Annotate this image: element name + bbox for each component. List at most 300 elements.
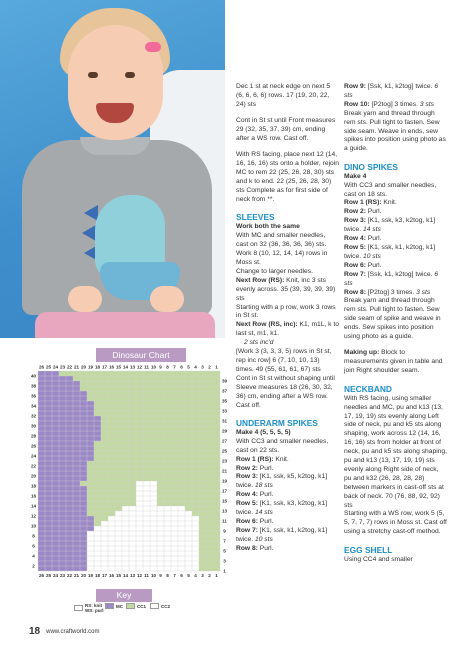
chart-cell (66, 466, 73, 471)
chart-cell (185, 516, 192, 521)
chart-cell (115, 386, 122, 391)
chart-cell (115, 471, 122, 476)
chart-cell (122, 481, 129, 486)
row-number: 16 (30, 493, 37, 499)
chart-cell (59, 411, 66, 416)
paragraph: Cont in St st until Front measures 29 (32, 35, 37, 39) cm, ending after a WS row. Cast off. (236, 117, 336, 143)
column-number: 10 (150, 573, 157, 578)
chart-cell (206, 541, 213, 546)
chart-cell (94, 501, 101, 506)
chart-cell (122, 506, 129, 511)
chart-cell (129, 566, 136, 571)
chart-cell (101, 401, 108, 406)
chart-cell (150, 561, 157, 566)
chart-cell (185, 526, 192, 531)
chart-cell (199, 476, 206, 481)
row-instruction: Row 3: [K1, ssk, k5, k2tog, k1] twice. 18 sts (236, 473, 328, 490)
chart-cell (59, 436, 66, 441)
chart-cell (164, 436, 171, 441)
chart-cell (171, 501, 178, 506)
chart-cell (136, 421, 143, 426)
chart-cell (45, 551, 52, 556)
chart-cell (178, 556, 185, 561)
chart-cell (66, 566, 73, 571)
chart-cell (143, 546, 150, 551)
chart-cell (150, 426, 157, 431)
chart-cell (150, 401, 157, 406)
chart-cell (157, 561, 164, 566)
chart-cell (164, 561, 171, 566)
column-number: 1 (215, 364, 218, 370)
chart-cell (213, 531, 220, 536)
chart-cell (73, 381, 80, 386)
chart-cell (94, 496, 101, 501)
chart-cell (136, 461, 143, 466)
chart-cell (94, 546, 101, 551)
chart-cell (101, 531, 108, 536)
chart-cell (45, 531, 52, 536)
chart-cell (38, 496, 45, 501)
chart-cell (213, 371, 220, 376)
key-swatch-mc (105, 603, 114, 609)
chart-cell (171, 381, 178, 386)
key-swatch-knit (74, 605, 83, 611)
chart-cell (80, 476, 87, 481)
chart-cell (206, 406, 213, 411)
chart-cell (108, 416, 115, 421)
column-number: 8 (166, 364, 169, 370)
chart-cell (171, 551, 178, 556)
column-number: 25 (45, 364, 52, 370)
chart-cell (150, 446, 157, 451)
chart-cell (87, 521, 94, 526)
chart-cell (52, 501, 59, 506)
chart-cell (73, 386, 80, 391)
chart-cell (73, 391, 80, 396)
chart-cell (185, 436, 192, 441)
chart-cell (122, 476, 129, 481)
chart-cell (38, 386, 45, 391)
chart-cell (80, 466, 87, 471)
chart-cell (38, 371, 45, 376)
row-number: 32 (30, 413, 37, 419)
row-instruction: Row 5: [K1, ssk, k3, k2tog, k1] twice. 14 sts (236, 500, 328, 517)
row-number: 23 (221, 458, 228, 464)
chart-cell (185, 381, 192, 386)
chart-cell (157, 546, 164, 551)
chart-cell (157, 391, 164, 396)
chart-cell (66, 426, 73, 431)
chart-cell (136, 501, 143, 506)
pants (35, 312, 215, 338)
chart-cell (129, 436, 136, 441)
chart-cell (108, 506, 115, 511)
chart-cell (164, 506, 171, 511)
chart-cell (199, 561, 206, 566)
chart-cell (150, 421, 157, 426)
chart-cell (45, 491, 52, 496)
chart-cell (157, 471, 164, 476)
chart-cell (185, 401, 192, 406)
chart-cell (213, 411, 220, 416)
chart-cell (94, 421, 101, 426)
column-number: 23 (59, 573, 66, 578)
chart-cell (178, 501, 185, 506)
chart-cell (59, 446, 66, 451)
chart-cell (73, 531, 80, 536)
eye (125, 72, 135, 78)
chart-cell (206, 511, 213, 516)
chart-cell (115, 511, 122, 516)
chart-cell (199, 376, 206, 381)
chart-cell (45, 476, 52, 481)
chart-cell (115, 541, 122, 546)
chart-cell (143, 486, 150, 491)
chart-cell (192, 566, 199, 571)
chart-cell (80, 381, 87, 386)
chart-cell (80, 521, 87, 526)
chart-cell (59, 431, 66, 436)
chart-cell (143, 556, 150, 561)
chart-cell (94, 551, 101, 556)
column-number: 26 (38, 364, 45, 370)
column-number: 12 (136, 573, 143, 578)
chart-cell (157, 431, 164, 436)
row-number: 12 (30, 513, 37, 519)
chart-cell (94, 461, 101, 466)
key-item-cc2 (150, 603, 170, 609)
chart-cell (38, 561, 45, 566)
chart-cell (94, 491, 101, 496)
chart-cell (73, 371, 80, 376)
chart-cell (52, 526, 59, 531)
chart-cell (199, 471, 206, 476)
chart-cell (94, 381, 101, 386)
chart-cell (129, 496, 136, 501)
chart-cell (143, 531, 150, 536)
chart-cell (129, 561, 136, 566)
chart-cell (73, 426, 80, 431)
chart-cell (178, 426, 185, 431)
chart-cell (157, 491, 164, 496)
chart-cell (45, 556, 52, 561)
row-number: 39 (221, 378, 228, 384)
chart-cell (80, 491, 87, 496)
chart-cell (129, 531, 136, 536)
chart-cell (192, 436, 199, 441)
chart-cell (136, 371, 143, 376)
chart-cell (192, 471, 199, 476)
chart-cell (185, 486, 192, 491)
chart-cell (157, 416, 164, 421)
chart-cell (171, 426, 178, 431)
chart-cell (52, 476, 59, 481)
column-number: 2 (208, 364, 211, 370)
chart-cell (59, 531, 66, 536)
chart-cell (206, 426, 213, 431)
chart-cell (136, 486, 143, 491)
site-link[interactable]: www.craftworld.com (46, 628, 100, 635)
column-number: 6 (180, 364, 183, 370)
chart-cell (143, 501, 150, 506)
chart-cell (143, 411, 150, 416)
chart-cell (101, 396, 108, 401)
row-number: 14 (30, 503, 37, 509)
chart-cell (80, 451, 87, 456)
chart-cell (136, 471, 143, 476)
chart-cell (129, 376, 136, 381)
hand (150, 286, 184, 312)
chart-cell (150, 396, 157, 401)
chart-cell (59, 546, 66, 551)
chart-cell (80, 461, 87, 466)
chart-cell (136, 451, 143, 456)
chart-cell (122, 411, 129, 416)
column-number: 24 (52, 364, 59, 370)
chart-cell (178, 431, 185, 436)
chart-cell (199, 516, 206, 521)
chart-cell (101, 496, 108, 501)
chart-cell (157, 461, 164, 466)
chart-cell (178, 546, 185, 551)
chart-cell (87, 556, 94, 561)
chart-cell (171, 471, 178, 476)
chart-cell (87, 436, 94, 441)
chart-cell (129, 431, 136, 436)
chart-cell (129, 426, 136, 431)
chart-cell (52, 521, 59, 526)
chart-cell (94, 401, 101, 406)
chart-cell (157, 501, 164, 506)
chart-cell (108, 411, 115, 416)
chart-cell (199, 426, 206, 431)
chart-cell (199, 381, 206, 386)
chart-cell (52, 556, 59, 561)
chart-cell (157, 486, 164, 491)
chart-cell (115, 436, 122, 441)
chart-cell (59, 456, 66, 461)
chart-cell (143, 541, 150, 546)
column-number: 23 (59, 364, 66, 370)
chart-cell (45, 561, 52, 566)
chart-cell (38, 566, 45, 571)
chart-cell (38, 461, 45, 466)
chart-cell (115, 486, 122, 491)
chart-cell (52, 541, 59, 546)
chart-cell (122, 466, 129, 471)
chart-cell (94, 386, 101, 391)
chart-cell (164, 551, 171, 556)
chart-cell (185, 391, 192, 396)
chart-cell (129, 391, 136, 396)
row-number: 35 (221, 398, 228, 404)
chart-cell (206, 456, 213, 461)
chart-cell (45, 421, 52, 426)
chart-cell (164, 541, 171, 546)
chart-cell (94, 451, 101, 456)
chart-cell (122, 541, 129, 546)
chart-cell (136, 491, 143, 496)
chart-cell (80, 486, 87, 491)
chart-cell (171, 526, 178, 531)
chart-cell (80, 541, 87, 546)
chart-cell (80, 561, 87, 566)
chart-cell (199, 486, 206, 491)
chart-cell (164, 536, 171, 541)
heading-underarm-spikes: UNDERARM SPIKES (236, 417, 318, 428)
chart-cell (59, 516, 66, 521)
chart-cell (164, 371, 171, 376)
chart-cell (108, 406, 115, 411)
chart-cell (45, 416, 52, 421)
column-number: 6 (180, 573, 183, 578)
chart-cell (213, 556, 220, 561)
chart-cell (164, 566, 171, 571)
chart-cell (108, 456, 115, 461)
chart-cell (101, 406, 108, 411)
chart-cell (108, 396, 115, 401)
chart-cell (143, 521, 150, 526)
chart-cell (73, 546, 80, 551)
chart-cell (178, 471, 185, 476)
chart-cell (115, 371, 122, 376)
chart-cell (45, 436, 52, 441)
chart-cell (66, 531, 73, 536)
chart-cell (66, 421, 73, 426)
chart-cell (115, 421, 122, 426)
chart-cell (164, 471, 171, 476)
chart-cell (38, 421, 45, 426)
chart-cell (171, 391, 178, 396)
chart-cell (185, 466, 192, 471)
chart-cell (171, 511, 178, 516)
chart-cell (87, 416, 94, 421)
chart-cell (73, 446, 80, 451)
chart-cell (199, 421, 206, 426)
chart-cell (45, 456, 52, 461)
chart-cell (157, 531, 164, 536)
heading-egg-shell: EGG SHELL (344, 544, 393, 555)
chart-cell (129, 441, 136, 446)
instruction: Break yarn and thread through rem sts. Pull tight to fasten. Sew side seam of spike and weave in ends. Sew spikes into position using photo as a guide. (344, 297, 441, 341)
paragraph: Dec 1 st at neck edge on next 5 (6, 6, 6, 6) rows. 17 (19, 20, 22, 24) sts (236, 83, 331, 108)
chart-cell (73, 556, 80, 561)
chart-cell (87, 536, 94, 541)
chart-cell (164, 391, 171, 396)
chart-cell (59, 506, 66, 511)
chart-cell (178, 481, 185, 486)
chart-cell (199, 411, 206, 416)
chart-cell (206, 436, 213, 441)
chart-cell (87, 491, 94, 496)
chart-cell (129, 476, 136, 481)
chart-cell (143, 436, 150, 441)
chart-cell (108, 381, 115, 386)
chart-cell (213, 496, 220, 501)
chart-cell (199, 431, 206, 436)
chart-cell (45, 461, 52, 466)
chart-cell (171, 481, 178, 486)
chart-cell (129, 471, 136, 476)
chart-cell (136, 506, 143, 511)
chart-cell (213, 421, 220, 426)
chart-cell (164, 376, 171, 381)
chart-cell (52, 451, 59, 456)
chart-cell (87, 481, 94, 486)
chart-cell (87, 386, 94, 391)
chart-cell (122, 416, 129, 421)
chart-cell (52, 416, 59, 421)
chart-cell (45, 401, 52, 406)
row-instruction: Row 8: Purl. (236, 544, 274, 552)
chart-cell (136, 556, 143, 561)
chart-cell (150, 556, 157, 561)
chart-cell (136, 476, 143, 481)
chart-cell (143, 506, 150, 511)
chart-cell (115, 381, 122, 386)
chart-cell (66, 381, 73, 386)
row-number: 28 (30, 433, 37, 439)
column-number: 16 (108, 364, 115, 370)
chart-cell (136, 446, 143, 451)
chart-cell (192, 526, 199, 531)
column-number: 1 (215, 573, 218, 578)
row-instruction: Row 7: [K1, ssk, k1, k2tog, k1] twice. 10 sts (236, 526, 328, 543)
chart-cell (213, 416, 220, 421)
instruction: Next Row (RS): Knit, inc 3 sts evenly across. 35 (39, 39, 39, 39) sts (236, 276, 336, 302)
chart-cell (136, 406, 143, 411)
chart-cell (94, 416, 101, 421)
chart-cell (150, 436, 157, 441)
chart-cell (157, 421, 164, 426)
chart-cell (66, 496, 73, 501)
chart-cell (143, 391, 150, 396)
chart-cell (178, 461, 185, 466)
chart-cell (164, 511, 171, 516)
chart-cell (150, 486, 157, 491)
chart-cell (94, 481, 101, 486)
column-number: 13 (129, 364, 136, 370)
chart-cell (115, 491, 122, 496)
chart-cell (59, 461, 66, 466)
chart-cell (59, 381, 66, 386)
chart-cell (45, 411, 52, 416)
chart-cell (206, 381, 213, 386)
chart-cell (80, 371, 87, 376)
chart-cell (199, 466, 206, 471)
chart-cell (199, 531, 206, 536)
chart-cell (164, 416, 171, 421)
chart-cell (45, 391, 52, 396)
chart-cell (101, 446, 108, 451)
chart-cell (164, 531, 171, 536)
chart-cell (164, 411, 171, 416)
column-number: 20 (80, 364, 87, 370)
key-swatch-cc2 (150, 603, 159, 609)
chart-cell (171, 546, 178, 551)
chart-cell (136, 541, 143, 546)
chart-cell (129, 506, 136, 511)
chart-cell (150, 406, 157, 411)
chart-cell (108, 426, 115, 431)
row-number: 37 (221, 388, 228, 394)
chart-cell (178, 491, 185, 496)
chart-cell (66, 406, 73, 411)
chart-cell (94, 561, 101, 566)
chart-cell (185, 376, 192, 381)
chart-cell (52, 396, 59, 401)
chart-cell (164, 481, 171, 486)
